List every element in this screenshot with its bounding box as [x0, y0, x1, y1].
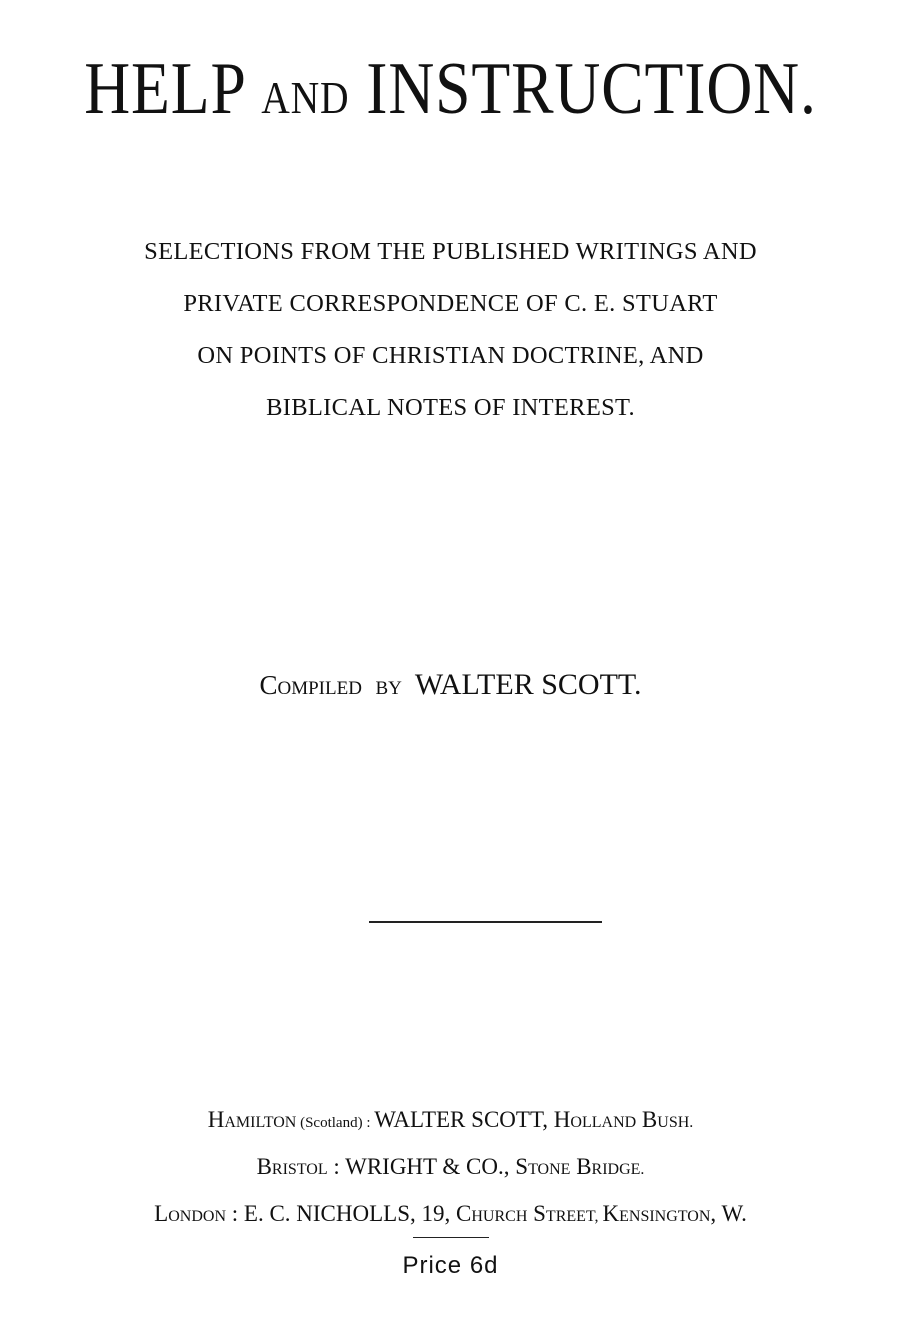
by-label: BY: [375, 678, 402, 699]
divider-rule: [369, 921, 602, 923]
subtitle-line: PRIVATE CORRESPONDENCE OF C. E. STUART: [183, 290, 718, 317]
imprint-line-london: LONDON : E. C. NICHOLLS, 19, CHURCH STREET, KENSINGTON, W.: [154, 1201, 747, 1226]
title-word-instruction: INSTRUCTION.: [366, 48, 817, 130]
price-rule: [413, 1237, 489, 1238]
subtitle-line: BIBLICAL NOTES OF INTEREST.: [266, 394, 635, 421]
subtitle-line: ON POINTS OF CHRISTIAN DOCTRINE, AND: [197, 342, 704, 369]
subtitle-line: SELECTIONS FROM THE PUBLISHED WRITINGS AND: [144, 238, 757, 265]
imprint-line-bristol: BRISTOL : WRIGHT & CO., STONE BRIDGE.: [256, 1154, 645, 1179]
compiler-credit: [0, 668, 901, 702]
imprint-line-hamilton: HAMILTON (Scotland) : WALTER SCOTT, HOLLAND BUSH.: [207, 1107, 694, 1132]
price-label: Price 6d: [402, 1252, 499, 1279]
title-word-and: AND: [261, 72, 350, 123]
compiled-label: COMPILED: [259, 670, 362, 700]
book-subtitle: [0, 226, 901, 434]
title-word-help: HELP: [84, 48, 245, 130]
book-title: [63, 48, 838, 130]
publisher-imprint: [0, 1098, 901, 1239]
compiler-name: WALTER SCOTT.: [414, 668, 642, 701]
